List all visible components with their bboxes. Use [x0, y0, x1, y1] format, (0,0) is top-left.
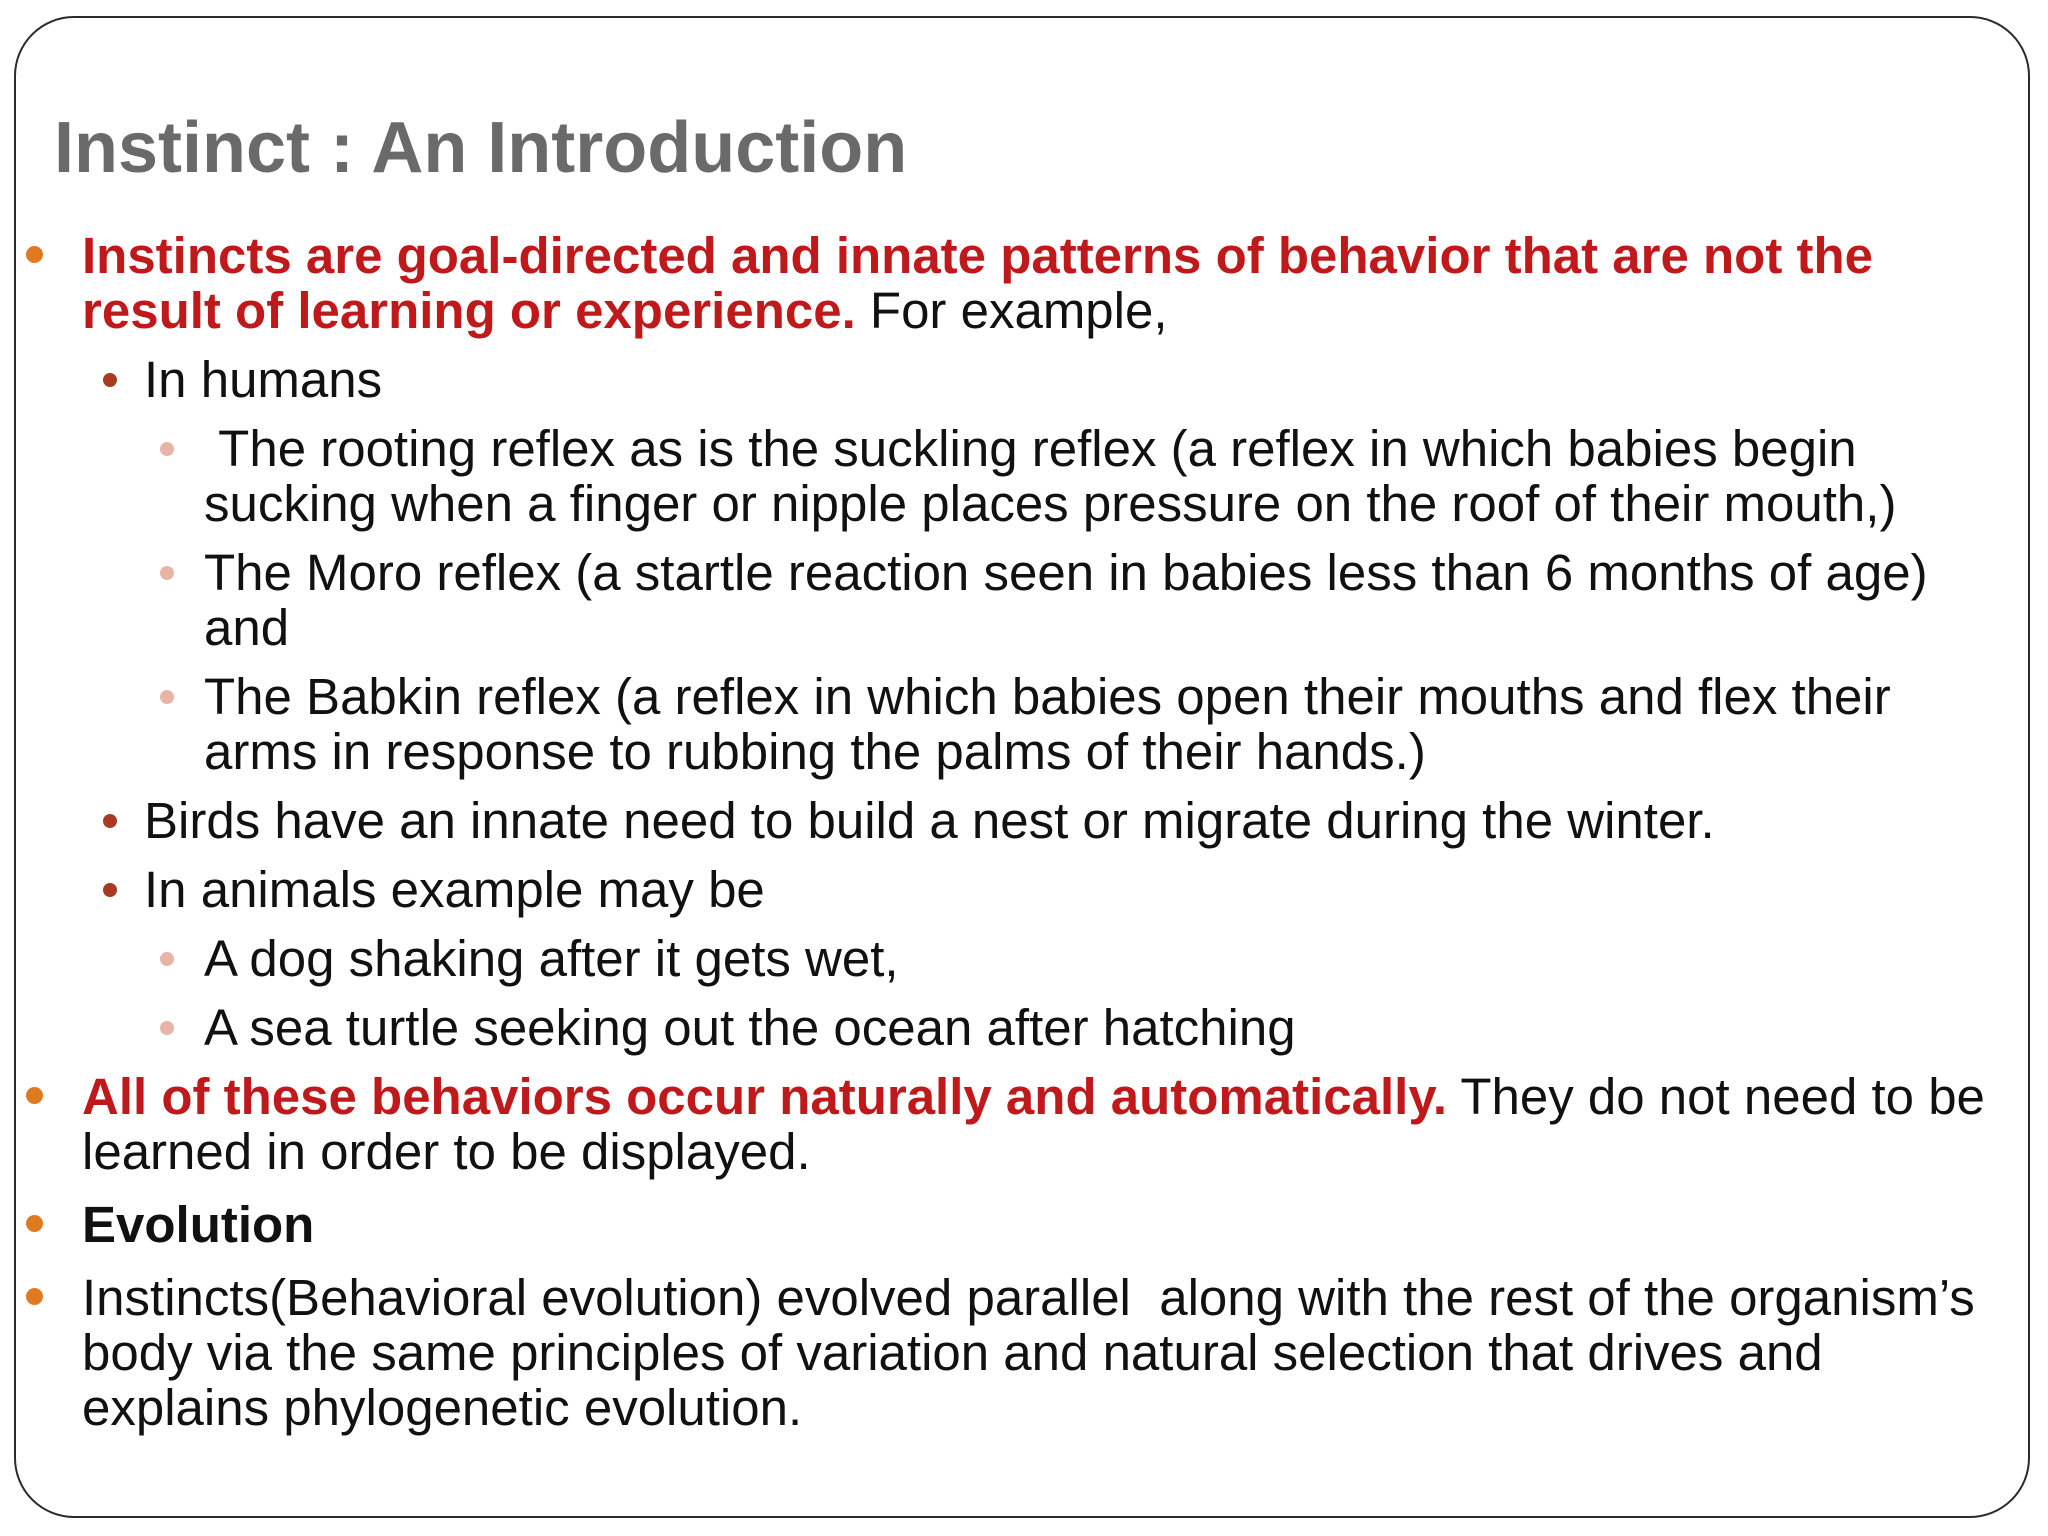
bullet-babkin-reflex — [0, 669, 2048, 779]
bullet-in-animals — [0, 862, 2048, 917]
bullet-dot-icon — [26, 1087, 43, 1104]
bullet-dot-icon — [160, 690, 174, 704]
bullet-rooting-reflex — [0, 421, 2048, 531]
natural-behaviors-bold: All of these behaviors occur naturally and automatically. — [82, 1068, 1448, 1125]
bullet-dog-shaking — [0, 931, 2048, 986]
bullet-evolution — [0, 1197, 2048, 1252]
natural-behaviors-rest: They do not need to be learned in order to be displayed. — [82, 1068, 1985, 1180]
babkin-reflex-text: The Babkin reflex (a reflex in which babies open their mouths and flex their arms in response to rubbing the palms of their hands.) — [204, 668, 1891, 780]
bullet-dot-icon — [26, 1288, 43, 1305]
in-humans-text: In humans — [144, 351, 383, 408]
moro-reflex-text: The Moro reflex (a startle reaction seen in babies less than 6 months of age) and — [204, 544, 1928, 656]
in-animals-text: In animals example may be — [144, 861, 765, 918]
bullet-dot-icon — [160, 442, 174, 456]
birds-text: Birds have an innate need to build a nest or migrate during the winter. — [144, 792, 1715, 849]
bullet-birds — [0, 793, 2048, 848]
evolution-heading: Evolution — [82, 1196, 315, 1253]
behavioral-evolution-text: Instincts(Behavioral evolution) evolved parallel along with the rest of the organism’s body via the same principles of variation and natural selection that drives and explains phylogenetic evolution. — [82, 1269, 1989, 1436]
bullet-dot-icon — [26, 1215, 43, 1232]
bullet-dot-icon — [103, 373, 117, 387]
bullet-in-humans — [0, 352, 2048, 407]
bullet-dot-icon — [26, 246, 43, 263]
rooting-reflex-text: The rooting reflex as is the suckling reflex (a reflex in which babies begin sucking when a finger or nipple places pressure on the roof of their mouth,) — [204, 420, 1897, 532]
bullet-dot-icon — [103, 814, 117, 828]
bullet-dot-icon — [160, 566, 174, 580]
dog-shaking-text: A dog shaking after it gets wet, — [204, 930, 899, 987]
slide-content — [0, 228, 2048, 1435]
bullet-moro-reflex — [0, 545, 2048, 655]
bullet-instinct-definition — [0, 228, 2048, 338]
bullet-natural-behaviors — [0, 1069, 2048, 1179]
bullet-dot-icon — [160, 952, 174, 966]
instinct-definition-bold: Instincts are goal-directed and innate patterns of behavior that are not the result of learning or experience. — [82, 227, 1873, 339]
bullet-dot-icon — [160, 1021, 174, 1035]
slide-title: Instinct : An Introduction — [54, 108, 908, 188]
bullet-behavioral-evolution — [0, 1270, 2048, 1435]
sea-turtle-text: A sea turtle seeking out the ocean after hatching — [204, 999, 1296, 1056]
bullet-sea-turtle — [0, 1000, 2048, 1055]
bullet-dot-icon — [103, 883, 117, 897]
instinct-definition-rest: For example, — [855, 282, 1168, 339]
